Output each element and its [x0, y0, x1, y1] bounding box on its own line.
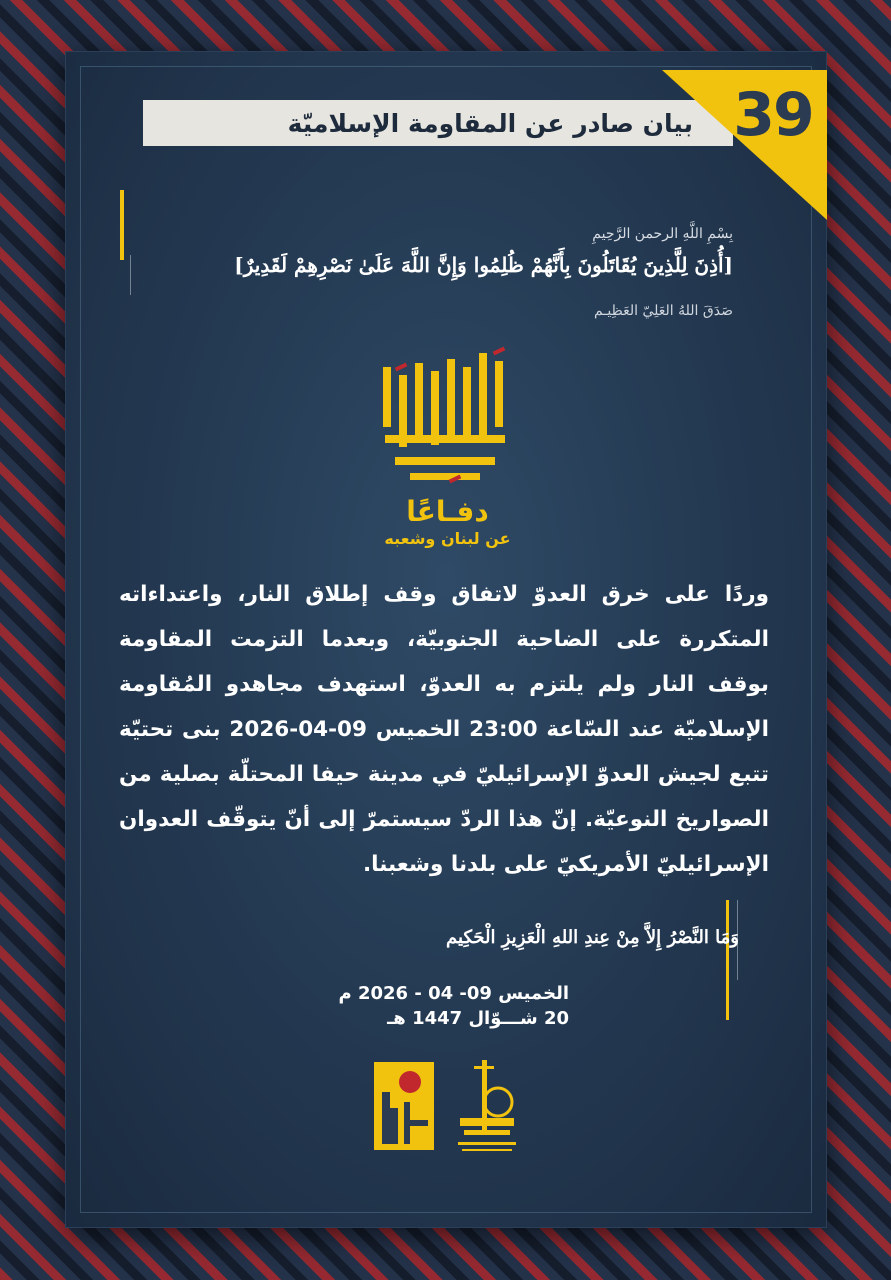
- logo-tagline-main: دفـاعًا: [406, 495, 489, 528]
- party-emblem-icon: [452, 1056, 522, 1156]
- date-gregorian: الخميس 09- 04 - 2026 م: [338, 983, 569, 1004]
- calligraphy-logo-icon: [365, 345, 530, 495]
- logo-tagline-sub: عن لبنان وشعبه: [384, 529, 511, 548]
- resistance-emblem-icon: [374, 1062, 434, 1150]
- statement-body: وردًا على خرق العدوّ لاتفاق وقف إطلاق النار، واعتداءاته المتكررة على الضاحية الجنوبيّة، وبعدما التزمت المقاومة بوقف النار ولم يلتزم به العدوّ، استهدف مجاهدو المُقاومة الإسلاميّة عند السّاعة 23:00 الخميس 09-04-2026 بنى تحتيّة تتبع لجيش العدوّ الإسرائيليّ في مدينة حيفا المحتلّة بصلية من الصواريخ النوعيّة. إنّ هذا الردّ سيستمرّ إلى أنّ يتوقّف العدوان الإسرائيليّ الأمريكيّ على بلدنا وشعبنا.: [119, 582, 769, 877]
- basmala: بِسْمِ اللَّهِ الرحمن الرَّحِيمِ: [592, 226, 733, 242]
- sadaq-line: صَدَقَ اللهُ العَلِيّ العَظِيـم: [594, 303, 733, 319]
- quran-verse: [أُذِنَ لِلَّذِينَ يُقَاتَلُونَ بِأَنَّهُمْ ظُلِمُوا وَإِنَّ اللَّهَ عَلَىٰ نَصْرِهِمْ لَقَدِيرٌ]: [234, 253, 733, 277]
- closing-verse: وَمَا النَّصْرُ إِلاَّ مِنْ عِندِ اللهِ الْعَزِيزِ الْحَكِيم: [446, 927, 739, 948]
- title-bar: [143, 100, 733, 146]
- campaign-logo: [365, 345, 530, 550]
- page-title: بيان صادر عن المقاومة الإسلاميّة: [287, 108, 693, 138]
- decor-bracket-left: [120, 190, 134, 260]
- decor-bracket-right: [726, 900, 729, 1020]
- date-hijri: 20 شـــوّال 1447 هـ: [387, 1008, 569, 1029]
- issue-number: 39: [733, 80, 813, 150]
